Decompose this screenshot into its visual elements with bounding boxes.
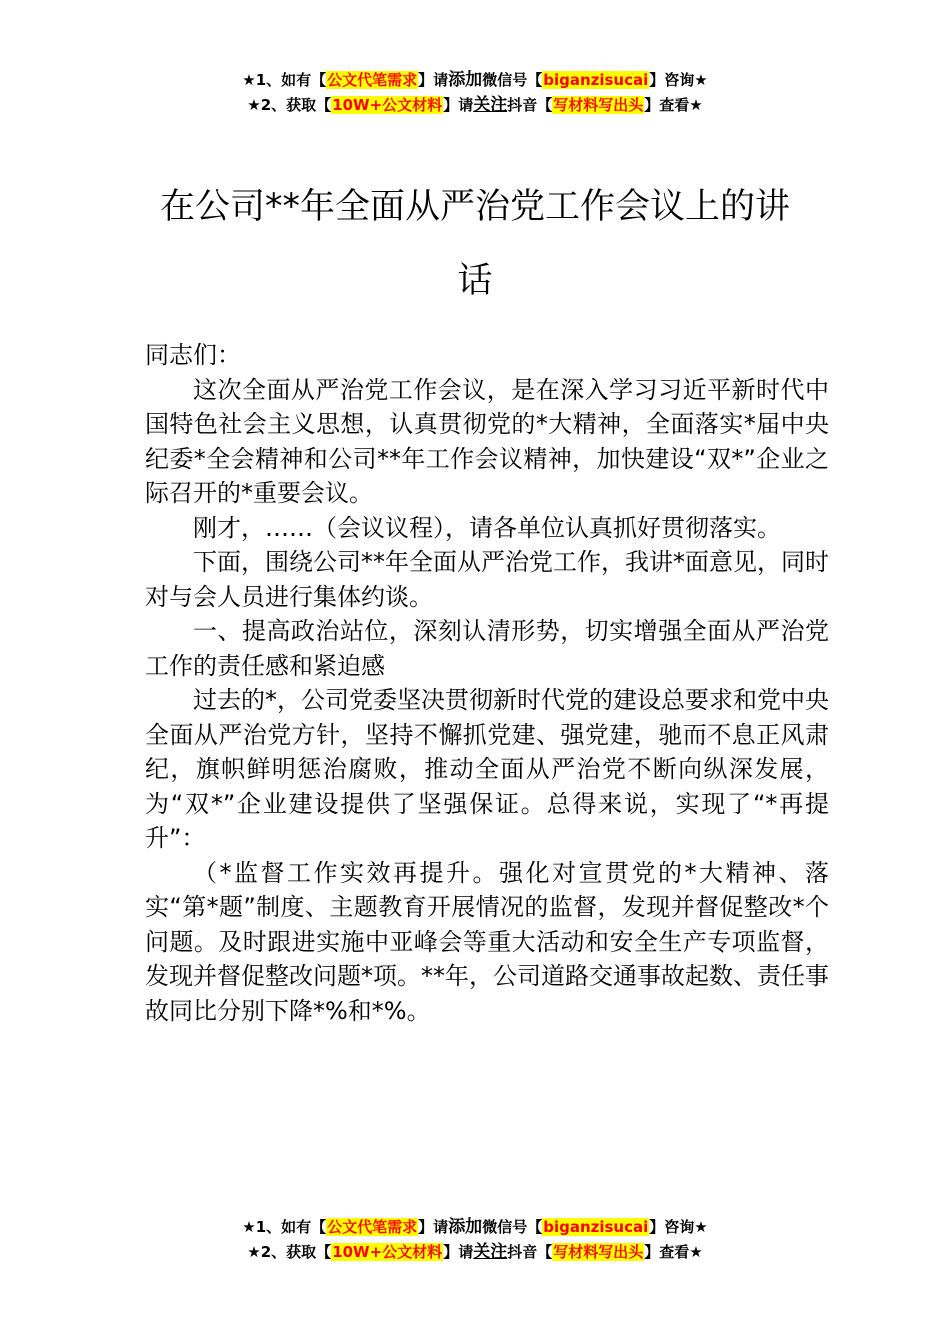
highlight-wechat-id: biganzisucai — [543, 1218, 649, 1236]
salutation: 同志们： — [145, 341, 241, 369]
banner-line-2: ★2、获取【10W+公文材料】请关注抖音【写材料写出头】查看★ — [247, 1242, 703, 1262]
paragraph: 过去的*，公司党委坚决贯彻新时代党的建设总要求和党中央全面从严治党方针，坚持不懈抓党建、强党建，驰而不息正风肃纪，旗帜鲜明惩治腐败，推动全面从严治党不断向纵深发展，为“双*”企业建设提供了坚强保证。总得来说，实现了“*再提升”： — [145, 686, 829, 852]
paragraph: 下面，围绕公司**年全面从严治党工作，我讲*面意见，同时对与会人员进行集体约谈。 — [145, 548, 829, 611]
highlight-service: 公文代笔需求 — [327, 71, 418, 89]
section-heading: 一、提高政治站位，深刻认清形势，切实增强全面从严治党工作的责任感和紧迫感 — [145, 617, 829, 680]
document-body — [145, 338, 829, 1028]
highlight-wechat-id: biganzisucai — [543, 71, 649, 89]
banner-line-1: ★1、如有【公文代笔需求】请添加微信号【biganzisucai】咨询★ — [242, 70, 708, 90]
highlight-douyin-account: 写材料写出头 — [553, 96, 644, 114]
paragraph: 这次全面从严治党工作会议，是在深入学习习近平新时代中国特色社会主义思想，认真贯彻党的*大精神，全面落实*届中央纪委*全会精神和公司**年工作会议精神，加快建设“双*”企业之际召开的*重要会议。 — [145, 375, 829, 507]
highlight-materials: 10W+公文材料 — [332, 1243, 443, 1261]
footer-banner — [0, 1215, 950, 1265]
highlight-materials: 10W+公文材料 — [332, 96, 443, 114]
banner-line-1: ★1、如有【公文代笔需求】请添加微信号【biganzisucai】咨询★ — [242, 1217, 708, 1237]
banner-line-2: ★2、获取【10W+公文材料】请关注抖音【写材料写出头】查看★ — [247, 95, 703, 115]
highlight-service: 公文代笔需求 — [327, 1218, 418, 1236]
paragraph: （*监督工作实效再提升。强化对宣贯党的*大精神、落实“第*题”制度、主题教育开展情况的监督，发现并督促整改*个问题。及时跟进实施中亚峰会等重大活动和安全生产专项监督，发现并督促整改问题*项。**年，公司道路交通事故起数、责任事故同比分别下降*%和*%。 — [145, 858, 829, 1025]
paragraph: 刚才，……（会议议程），请各单位认真抓好贯彻落实。 — [193, 513, 781, 542]
header-banner — [0, 68, 950, 118]
highlight-douyin-account: 写材料写出头 — [553, 1243, 644, 1261]
document-title: 在公司**年全面从严治党工作会议上的讲话 — [159, 187, 790, 301]
